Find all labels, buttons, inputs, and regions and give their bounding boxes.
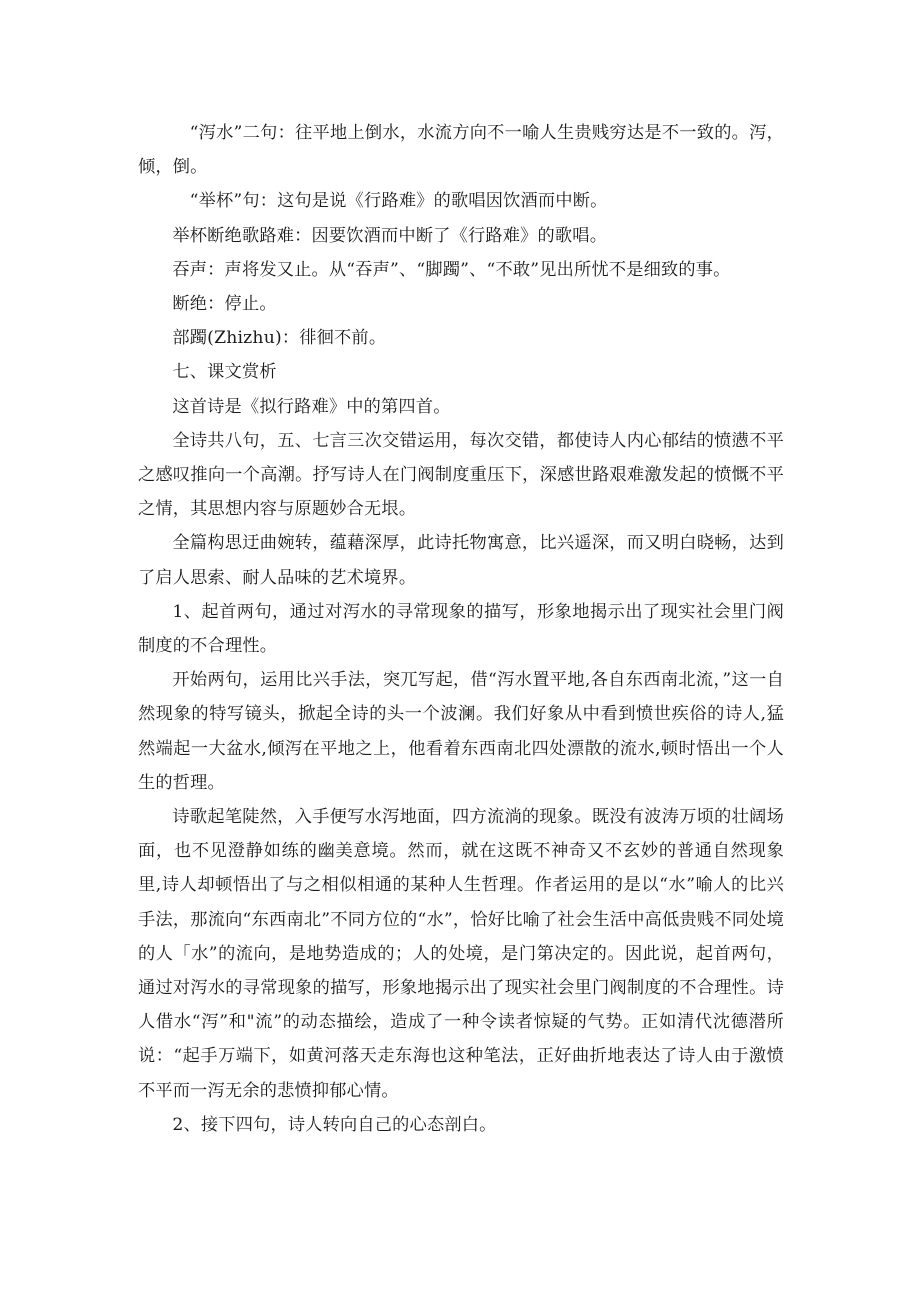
paragraph-point-2: 2、接下四句，诗人转向自己的心态剖白。 <box>172 1114 497 1135</box>
paragraph-annotation-xieshui: “泻水”二句：往平地上倒水，水流方向不一喻人生贵贱穷达是不一致的。泻，倾，倒。 <box>138 123 784 178</box>
paragraph-annotation-duanjue: 断绝：停止。 <box>172 294 277 315</box>
paragraph-annotation-juebei-duanjue: 举杯断绝歌路难：因要饮酒而中断了《行路难》的歌唱。 <box>172 225 608 246</box>
paragraph-analysis: 诗歌起笔陡然，入手便写水泻地面，四方流淌的现象。既没有波涛万顷的壮阔场面，也不见澄静如练的幽美意境。然而，就在这既不神奇又不玄妙的普通自然现象里,诗人却顿悟出了与之相似相通的某种人生哲理。作者运用的是以“水”喻人的比兴手法，那流向“东西南北”不同方位的“水”，恰好比喻了社会生活中高低贵贱不同处境的人「水”的流向，是地势造成的；人的处境，是门第决定的。因此说，起首两句，通过对泻水的寻常现象的描写，形象地揭示出了现实社会里门阀制度的不合理性。诗人借水“泻”和"流”的动态描绘，造成了一种令读者惊疑的气势。正如清代沈德潜所说：“起手万端下，如黄河落天走东海也这种笔法，正好曲折地表达了诗人由于激愤不平而一泻无余的悲愤抑郁心情。 <box>138 807 784 1101</box>
paragraph-annotation-jubei: “举杯”句：这句是说《行路难》的歌唱因饮酒而中断。 <box>189 191 608 212</box>
paragraph-structure: 全诗共八句，五、七言三次交错运用，每次交错，都使诗人内心郁结的愤懑不平之感叹推向一个高潮。抒写诗人在门阀制度重压下，深感世路艰难激发起的愤慨不平之情，其思想内容与原题妙合无垠。 <box>138 430 784 520</box>
paragraph-overall: 全篇构思迂曲婉转，蕴藉深厚，此诗托物寓意，比兴遥深，而又明白晓畅，达到了启人思索、耐人品味的艺术境界。 <box>138 533 784 588</box>
paragraph-intro: 这首诗是《拟行路难》中的第四首。 <box>172 396 451 417</box>
paragraph-annotation-zhizhu: 部躅(Zhizhu)：徘徊不前。 <box>172 328 387 349</box>
paragraph-point-1: 1、起首两句，通过对泻水的寻常现象的描写，形象地揭示出了现实社会里门阀制度的不合理性。 <box>138 601 784 657</box>
paragraph-opening-lines: 开始两句，运用比兴手法，突兀写起，借“泻水置平地,各自东西南北流，”这一自然现象的特写镜头，掀起全诗的头一个波澜。我们好象从中看到愤世疾俗的诗人,猛然端起一大盆水,倾泻在平地之上，他看着东西南北四处漂散的流水,顿时悟出一个人生的哲理。 <box>138 670 784 793</box>
section-heading-appreciation: 七、课文赏析 <box>172 362 277 383</box>
paragraph-annotation-tunsheng: 吞声：声将发又止。从“吞声”、“脚躅”、“不敢”见出所忧不是细致的事。 <box>172 259 731 280</box>
document-page <box>138 116 784 1142</box>
